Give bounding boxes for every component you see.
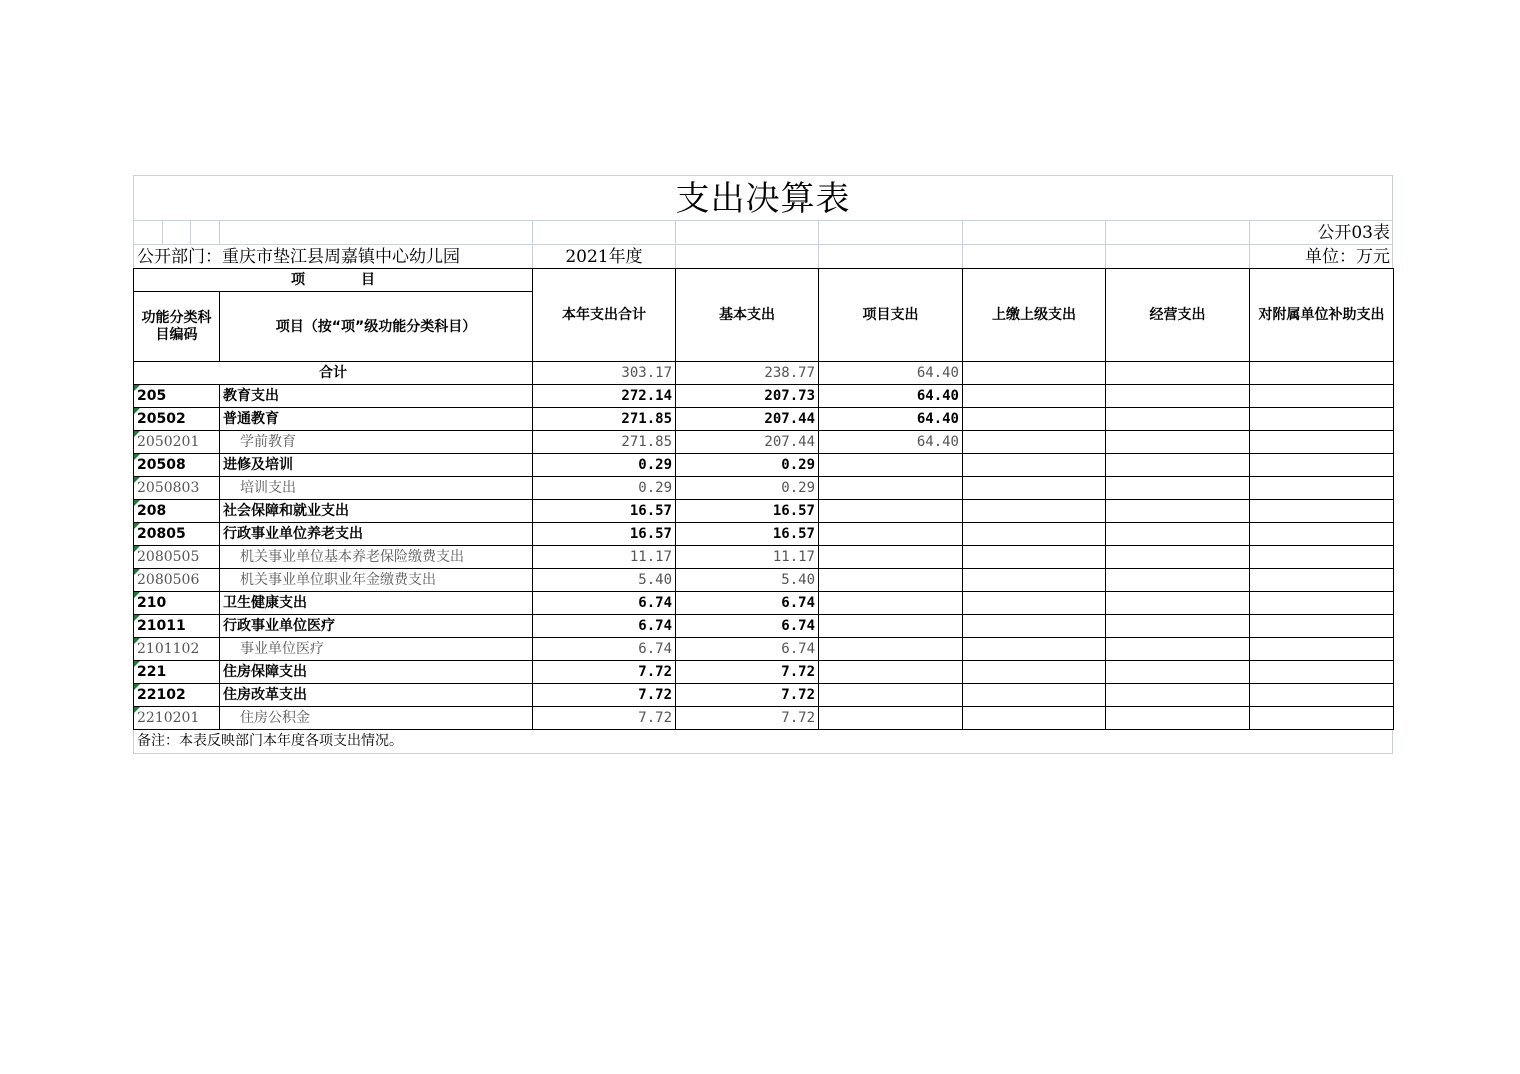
row-project[interactable] bbox=[819, 684, 963, 707]
table-row bbox=[134, 408, 1394, 431]
table-row bbox=[134, 523, 1394, 546]
row-operating[interactable] bbox=[1106, 546, 1250, 569]
table-id: 公开03表 bbox=[1317, 223, 1390, 243]
row-basic[interactable]: 6.74 bbox=[676, 638, 819, 661]
row-upper[interactable] bbox=[963, 684, 1106, 707]
row-operating[interactable] bbox=[1106, 431, 1250, 454]
header-name: 项目（按“项”级功能分类科目） bbox=[220, 292, 533, 362]
row-name[interactable]: 事业单位医疗 bbox=[220, 638, 533, 661]
row-subsidiary[interactable] bbox=[1250, 638, 1394, 661]
row-name[interactable]: 培训支出 bbox=[220, 477, 533, 500]
row-name[interactable]: 学前教育 bbox=[220, 431, 533, 454]
table-row bbox=[134, 454, 1394, 477]
row-operating[interactable] bbox=[1106, 500, 1250, 523]
row-total[interactable]: 6.74 bbox=[533, 638, 676, 661]
row-operating[interactable] bbox=[1106, 592, 1250, 615]
row-name[interactable]: 社会保障和就业支出 bbox=[220, 500, 533, 523]
row-project[interactable]: 64.40 bbox=[819, 385, 963, 408]
row-name[interactable]: 行政事业单位医疗 bbox=[220, 615, 533, 638]
cell[interactable] bbox=[1106, 245, 1250, 268]
row-upper[interactable] bbox=[963, 569, 1106, 592]
row-upper[interactable] bbox=[963, 661, 1106, 684]
row-subsidiary[interactable] bbox=[1250, 569, 1394, 592]
header-project-group: 项 目 bbox=[134, 269, 533, 292]
row-code[interactable]: 221 bbox=[134, 661, 220, 684]
row-basic[interactable]: 11.17 bbox=[676, 546, 819, 569]
row-subsidiary[interactable] bbox=[1250, 408, 1394, 431]
row-project[interactable] bbox=[819, 477, 963, 500]
row-code[interactable]: 2050201 bbox=[134, 431, 220, 454]
row-code[interactable]: 2080505 bbox=[134, 546, 220, 569]
row-operating[interactable] bbox=[1106, 615, 1250, 638]
header-subsidiary: 对附属单位补助支出 bbox=[1250, 269, 1394, 362]
total-project[interactable]: 64.40 bbox=[819, 362, 963, 385]
row-total[interactable]: 7.72 bbox=[533, 684, 676, 707]
row-project[interactable] bbox=[819, 592, 963, 615]
cell[interactable] bbox=[134, 221, 163, 244]
header-basic: 基本支出 bbox=[676, 269, 819, 362]
row-project[interactable] bbox=[819, 546, 963, 569]
year-label: 2021年度 bbox=[533, 245, 676, 268]
row-operating[interactable] bbox=[1106, 638, 1250, 661]
row-project[interactable] bbox=[819, 454, 963, 477]
table-row bbox=[134, 638, 1394, 661]
row-operating[interactable] bbox=[1106, 569, 1250, 592]
row-code[interactable]: 2210201 bbox=[134, 707, 220, 730]
row-code[interactable]: 20502 bbox=[134, 408, 220, 431]
row-code[interactable]: 20508 bbox=[134, 454, 220, 477]
header-code: 功能分类科目编码 bbox=[134, 292, 220, 362]
row-upper[interactable] bbox=[963, 523, 1106, 546]
row-basic[interactable]: 207.73 bbox=[676, 385, 819, 408]
header-upper: 上缴上级支出 bbox=[963, 269, 1106, 362]
cell[interactable] bbox=[163, 221, 191, 244]
row-subsidiary[interactable] bbox=[1250, 431, 1394, 454]
row-upper[interactable] bbox=[963, 408, 1106, 431]
table-row bbox=[134, 385, 1394, 408]
row-total[interactable]: 0.29 bbox=[533, 477, 676, 500]
row-basic[interactable]: 207.44 bbox=[676, 408, 819, 431]
table-row bbox=[134, 477, 1394, 500]
row-name[interactable]: 住房保障支出 bbox=[220, 661, 533, 684]
row-basic[interactable]: 7.72 bbox=[676, 661, 819, 684]
header-project: 项目支出 bbox=[819, 269, 963, 362]
row-subsidiary[interactable] bbox=[1250, 684, 1394, 707]
total-label: 合计 bbox=[134, 362, 533, 385]
header-operating: 经营支出 bbox=[1106, 269, 1250, 362]
row-name[interactable]: 普通教育 bbox=[220, 408, 533, 431]
row-total[interactable]: 271.85 bbox=[533, 431, 676, 454]
table-row bbox=[134, 707, 1394, 730]
table-row bbox=[134, 569, 1394, 592]
cell[interactable] bbox=[1106, 221, 1250, 244]
row-basic[interactable]: 6.74 bbox=[676, 615, 819, 638]
row-code[interactable]: 21011 bbox=[134, 615, 220, 638]
row-basic[interactable]: 207.44 bbox=[676, 431, 819, 454]
row-name[interactable]: 进修及培训 bbox=[220, 454, 533, 477]
row-operating[interactable] bbox=[1106, 707, 1250, 730]
row-total[interactable]: 6.74 bbox=[533, 615, 676, 638]
row-total[interactable]: 11.17 bbox=[533, 546, 676, 569]
row-operating[interactable] bbox=[1106, 408, 1250, 431]
row-subsidiary[interactable] bbox=[1250, 477, 1394, 500]
table-row bbox=[134, 684, 1394, 707]
total-total[interactable]: 303.17 bbox=[533, 362, 676, 385]
row-subsidiary[interactable] bbox=[1250, 615, 1394, 638]
table-title: 支出决算表 bbox=[133, 175, 1393, 220]
row-basic[interactable]: 0.29 bbox=[676, 454, 819, 477]
row-project[interactable]: 64.40 bbox=[819, 431, 963, 454]
row-project[interactable] bbox=[819, 569, 963, 592]
row-total[interactable]: 6.74 bbox=[533, 592, 676, 615]
row-project[interactable]: 64.40 bbox=[819, 408, 963, 431]
row-subsidiary[interactable] bbox=[1250, 707, 1394, 730]
department-label: 公开部门：重庆市垫江县周嘉镇中心幼儿园 bbox=[134, 245, 533, 268]
row-upper[interactable] bbox=[963, 431, 1106, 454]
row-code[interactable]: 20805 bbox=[134, 523, 220, 546]
row-name[interactable]: 机关事业单位职业年金缴费支出 bbox=[220, 569, 533, 592]
row-subsidiary[interactable] bbox=[1250, 454, 1394, 477]
expenditure-table bbox=[133, 268, 1394, 730]
row-code[interactable]: 22102 bbox=[134, 684, 220, 707]
row-upper[interactable] bbox=[963, 546, 1106, 569]
row-subsidiary[interactable] bbox=[1250, 523, 1394, 546]
row-name[interactable]: 行政事业单位养老支出 bbox=[220, 523, 533, 546]
row-name[interactable]: 卫生健康支出 bbox=[220, 592, 533, 615]
row-basic[interactable]: 0.29 bbox=[676, 477, 819, 500]
row-project[interactable] bbox=[819, 523, 963, 546]
row-operating[interactable] bbox=[1106, 661, 1250, 684]
row-basic[interactable]: 6.74 bbox=[676, 592, 819, 615]
row-code[interactable]: 208 bbox=[134, 500, 220, 523]
row-project[interactable] bbox=[819, 707, 963, 730]
row-operating[interactable] bbox=[1106, 385, 1250, 408]
data-rows bbox=[134, 385, 1394, 730]
row-code[interactable]: 205 bbox=[134, 385, 220, 408]
row-upper[interactable] bbox=[963, 707, 1106, 730]
row-basic[interactable]: 7.72 bbox=[676, 684, 819, 707]
row-operating[interactable] bbox=[1106, 454, 1250, 477]
spreadsheet bbox=[133, 175, 1393, 754]
row-code[interactable]: 2101102 bbox=[134, 638, 220, 661]
row-upper[interactable] bbox=[963, 638, 1106, 661]
row-basic[interactable]: 16.57 bbox=[676, 523, 819, 546]
cell[interactable] bbox=[819, 221, 963, 244]
total-upper[interactable] bbox=[963, 362, 1106, 385]
row-operating[interactable] bbox=[1106, 684, 1250, 707]
table-row bbox=[134, 592, 1394, 615]
row-operating[interactable] bbox=[1106, 523, 1250, 546]
cell[interactable] bbox=[676, 221, 819, 244]
row-total[interactable]: 7.72 bbox=[533, 707, 676, 730]
row-operating[interactable] bbox=[1106, 477, 1250, 500]
row-code[interactable]: 210 bbox=[134, 592, 220, 615]
row-total[interactable]: 0.29 bbox=[533, 454, 676, 477]
cell[interactable] bbox=[533, 221, 676, 244]
row-subsidiary[interactable] bbox=[1250, 500, 1394, 523]
row-project[interactable] bbox=[819, 638, 963, 661]
row-upper[interactable] bbox=[963, 500, 1106, 523]
row-upper[interactable] bbox=[963, 592, 1106, 615]
row-upper[interactable] bbox=[963, 454, 1106, 477]
row-code[interactable]: 2050803 bbox=[134, 477, 220, 500]
row-total[interactable]: 16.57 bbox=[533, 523, 676, 546]
row-total[interactable]: 271.85 bbox=[533, 408, 676, 431]
footnote: 备注：本表反映部门本年度各项支出情况。 bbox=[133, 730, 1393, 754]
row-upper[interactable] bbox=[963, 477, 1106, 500]
row-upper[interactable] bbox=[963, 385, 1106, 408]
header-total: 本年支出合计 bbox=[533, 269, 676, 362]
row-subsidiary[interactable] bbox=[1250, 546, 1394, 569]
row-project[interactable] bbox=[819, 615, 963, 638]
row-basic[interactable]: 16.57 bbox=[676, 500, 819, 523]
row-basic[interactable]: 7.72 bbox=[676, 707, 819, 730]
row-subsidiary[interactable] bbox=[1250, 385, 1394, 408]
row-name[interactable]: 教育支出 bbox=[220, 385, 533, 408]
total-basic[interactable]: 238.77 bbox=[676, 362, 819, 385]
row-project[interactable] bbox=[819, 500, 963, 523]
cell[interactable] bbox=[963, 245, 1106, 268]
row-name[interactable]: 住房改革支出 bbox=[220, 684, 533, 707]
row-name[interactable]: 住房公积金 bbox=[220, 707, 533, 730]
cell[interactable] bbox=[963, 221, 1106, 244]
total-subsidiary[interactable] bbox=[1250, 362, 1394, 385]
table-id-row bbox=[133, 220, 1393, 244]
row-subsidiary[interactable] bbox=[1250, 592, 1394, 615]
table-row bbox=[134, 661, 1394, 684]
row-upper[interactable] bbox=[963, 615, 1106, 638]
cell[interactable] bbox=[220, 221, 533, 244]
row-total[interactable]: 16.57 bbox=[533, 500, 676, 523]
table-row bbox=[134, 431, 1394, 454]
row-total[interactable]: 272.14 bbox=[533, 385, 676, 408]
row-total[interactable]: 7.72 bbox=[533, 661, 676, 684]
row-project[interactable] bbox=[819, 661, 963, 684]
row-name[interactable]: 机关事业单位基本养老保险缴费支出 bbox=[220, 546, 533, 569]
total-row bbox=[134, 362, 1394, 385]
department-row bbox=[133, 244, 1393, 268]
cell[interactable] bbox=[676, 245, 819, 268]
cell[interactable] bbox=[191, 221, 220, 244]
row-code[interactable]: 2080506 bbox=[134, 569, 220, 592]
row-basic[interactable]: 5.40 bbox=[676, 569, 819, 592]
total-operating[interactable] bbox=[1106, 362, 1250, 385]
table-row bbox=[134, 615, 1394, 638]
cell[interactable] bbox=[819, 245, 963, 268]
row-total[interactable]: 5.40 bbox=[533, 569, 676, 592]
table-row bbox=[134, 546, 1394, 569]
unit-label: 单位：万元 bbox=[1305, 247, 1390, 267]
row-subsidiary[interactable] bbox=[1250, 661, 1394, 684]
table-row bbox=[134, 500, 1394, 523]
